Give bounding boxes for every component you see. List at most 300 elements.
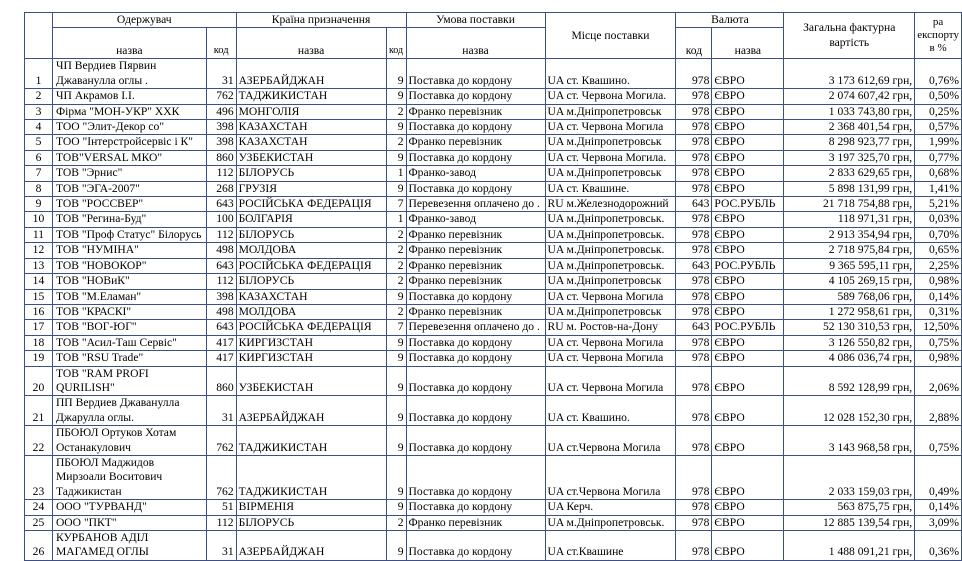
terms-name: Поставка до кордону [406, 455, 545, 499]
receiver-name: ЧП Акрамов І.І. [52, 89, 206, 104]
total-value: 8 592 128,99 грн, [784, 366, 915, 396]
currency-code: 978 [676, 150, 712, 165]
total-value: 2 913 354,94 грн, [784, 227, 915, 242]
receiver-code: 417 [206, 351, 236, 366]
total-value: 2 718 975,84 грн, [784, 243, 915, 258]
country-name: РОСІЙСЬКА ФЕДЕРАЦІЯ [236, 197, 386, 212]
table-row [25, 304, 962, 319]
currency-code: 643 [676, 197, 712, 212]
row-number: 12 [25, 243, 53, 258]
currency-name: ЄВРО [712, 515, 784, 530]
table-row [25, 166, 962, 181]
terms-name: Поставка до кордону [406, 150, 545, 165]
receiver-code: 398 [206, 135, 236, 150]
table-row [25, 531, 962, 561]
total-value: 12 028 152,30 грн, [784, 396, 915, 426]
total-value: 2 074 607,42 грн, [784, 89, 915, 104]
receiver-name: Фірма "МОН-УКР" ХХК [52, 104, 206, 119]
receiver-code: 31 [206, 531, 236, 561]
receiver-name: ПП Вердиев Джаванулла Джарулла оглы. [52, 396, 206, 426]
terms-name: Поставка до кордону [406, 89, 545, 104]
terms-name: Поставка до кордону [406, 289, 545, 304]
row-number: 17 [25, 320, 53, 335]
currency-name: ЄВРО [712, 166, 784, 181]
table-row [25, 212, 962, 227]
receiver-name: ТОВ "РОССВЕР" [52, 197, 206, 212]
terms-name: Поставка до кордону [406, 366, 545, 396]
country-name: КАЗАХСТАН [236, 135, 386, 150]
row-number: 26 [25, 531, 53, 561]
receiver-name: ТОВ "Эрнис" [52, 166, 206, 181]
receiver-name: ТОВ "НОВОКОР" [52, 258, 206, 273]
row-number: 13 [25, 258, 53, 273]
terms-code: 2 [386, 515, 406, 530]
terms-name: Перевезення оплачено до . [406, 320, 545, 335]
currency-name: ЄВРО [712, 366, 784, 396]
terms-name: Поставка до кордону [406, 120, 545, 135]
receiver-name: ПБОЮЛ Маджидов Мирзоали Воситович Таджикистан [52, 455, 206, 499]
terms-name: Франко перевізник [406, 304, 545, 319]
terms-code: 2 [386, 135, 406, 150]
export-share: 0,50% [915, 89, 962, 104]
terms-code: 9 [386, 181, 406, 196]
export-share: 0,98% [915, 274, 962, 289]
terms-name: Поставка до кордону [406, 59, 545, 89]
receiver-name: ТОВ "Проф Статус" Білорусь [52, 227, 206, 242]
export-share: 0,03% [915, 212, 962, 227]
total-value: 2 033 159,03 грн, [784, 455, 915, 499]
receiver-code: 417 [206, 335, 236, 350]
total-value: 52 130 310,53 грн, [784, 320, 915, 335]
receiver-code: 762 [206, 455, 236, 499]
table-row [25, 500, 962, 515]
row-number: 8 [25, 181, 53, 196]
country-name: АЗЕРБАЙДЖАН [236, 531, 386, 561]
receiver-name: ТОВ "RAM PROFI QURILISH" [52, 366, 206, 396]
receiver-name: ТОО "Інтерстройсервіс і К" [52, 135, 206, 150]
export-share: 0,14% [915, 289, 962, 304]
delivery-place: UA м.Дніпропетровськ. [545, 258, 676, 273]
currency-name: РОС.РУБЛЬ [712, 320, 784, 335]
row-number: 11 [25, 227, 53, 242]
currency-code: 978 [676, 227, 712, 242]
currency-code: 978 [676, 366, 712, 396]
currency-code: 978 [676, 531, 712, 561]
currency-code: 978 [676, 104, 712, 119]
currency-name: ЄВРО [712, 351, 784, 366]
currency-code: 978 [676, 59, 712, 89]
total-value: 5 898 131,99 грн, [784, 181, 915, 196]
row-number: 2 [25, 89, 53, 104]
terms-name: Поставка до кордону [406, 181, 545, 196]
currency-name: ЄВРО [712, 59, 784, 89]
currency-code: 978 [676, 455, 712, 499]
terms-name: Франко перевізник [406, 274, 545, 289]
receiver-name: ООО "ПКТ" [52, 515, 206, 530]
header-receiver-name: назва [52, 28, 206, 59]
receiver-name: ТОВ "ЭГА-2007" [52, 181, 206, 196]
total-value: 589 768,06 грн, [784, 289, 915, 304]
terms-code: 2 [386, 227, 406, 242]
total-value: 3 197 325,70 грн, [784, 150, 915, 165]
terms-name: Поставка до кордону [406, 396, 545, 426]
terms-code: 2 [386, 243, 406, 258]
row-number: 10 [25, 212, 53, 227]
terms-code: 9 [386, 150, 406, 165]
country-name: ТАДЖИКИСТАН [236, 455, 386, 499]
country-name: МОНГОЛІЯ [236, 104, 386, 119]
currency-code: 978 [676, 166, 712, 181]
total-value: 2 833 629,65 грн, [784, 166, 915, 181]
currency-code: 978 [676, 120, 712, 135]
table-row [25, 274, 962, 289]
row-number: 21 [25, 396, 53, 426]
country-name: АЗЕРБАЙДЖАН [236, 59, 386, 89]
receiver-code: 860 [206, 150, 236, 165]
terms-code: 9 [386, 455, 406, 499]
receiver-name: ТОВ "RSU Trade" [52, 351, 206, 366]
row-number: 22 [25, 426, 53, 456]
delivery-place: UA ст. Квашино. [545, 59, 676, 89]
currency-name: ЄВРО [712, 500, 784, 515]
currency-code: 978 [676, 304, 712, 319]
table-row [25, 135, 962, 150]
header-receiver: Одержувач [52, 13, 236, 28]
delivery-place: UA ст. Червона Могила [545, 120, 676, 135]
country-name: БІЛОРУСЬ [236, 274, 386, 289]
receiver-code: 268 [206, 181, 236, 196]
delivery-place: UA м.Дніпропетровськ [545, 304, 676, 319]
delivery-place: UA ст. Червона Могила [545, 335, 676, 350]
country-name: КИРГИЗСТАН [236, 335, 386, 350]
currency-code: 978 [676, 181, 712, 196]
receiver-code: 31 [206, 59, 236, 89]
row-number: 24 [25, 500, 53, 515]
terms-code: 9 [386, 351, 406, 366]
delivery-place: RU м. Ростов-на-Дону [545, 320, 676, 335]
header-terms: Умова поставки [406, 13, 545, 28]
terms-name: Поставка до кордону [406, 335, 545, 350]
currency-name: ЄВРО [712, 396, 784, 426]
country-name: КАЗАХСТАН [236, 120, 386, 135]
header-number [25, 13, 53, 59]
terms-code: 9 [386, 120, 406, 135]
export-share: 0,70% [915, 227, 962, 242]
export-share: 0,98% [915, 351, 962, 366]
total-value: 12 885 139,54 грн, [784, 515, 915, 530]
receiver-code: 643 [206, 197, 236, 212]
currency-code: 978 [676, 351, 712, 366]
delivery-place: UA ст.Квашине [545, 531, 676, 561]
terms-name: Франко перевізник [406, 227, 545, 242]
currency-name: ЄВРО [712, 335, 784, 350]
delivery-place: UA ст. Червона Могила. [545, 150, 676, 165]
row-number: 5 [25, 135, 53, 150]
delivery-place: UA м.Дніпропетровськ [545, 135, 676, 150]
row-number: 15 [25, 289, 53, 304]
country-name: УЗБЕКИСТАН [236, 366, 386, 396]
table-row [25, 150, 962, 165]
receiver-code: 112 [206, 515, 236, 530]
export-share: 0,75% [915, 335, 962, 350]
row-number: 9 [25, 197, 53, 212]
export-share: 1,41% [915, 181, 962, 196]
export-table [24, 12, 962, 561]
table-row [25, 104, 962, 119]
delivery-place: UA м.Дніпропетровськ. [545, 515, 676, 530]
delivery-place: UA ст.Червона Могила [545, 426, 676, 456]
header-currency: Валюта [676, 13, 784, 28]
row-number: 4 [25, 120, 53, 135]
receiver-code: 398 [206, 120, 236, 135]
receiver-code: 498 [206, 304, 236, 319]
terms-code: 9 [386, 289, 406, 304]
currency-name: ЄВРО [712, 304, 784, 319]
currency-name: ЄВРО [712, 289, 784, 304]
export-share: 0,68% [915, 166, 962, 181]
receiver-code: 398 [206, 289, 236, 304]
receiver-name: ПБОЮЛ Ортуков Хотам Останакулович [52, 426, 206, 456]
currency-code: 978 [676, 243, 712, 258]
total-value: 3 126 550,82 грн, [784, 335, 915, 350]
terms-name: Франко-завод [406, 166, 545, 181]
delivery-place: UA м.Дніпропетровськ [545, 104, 676, 119]
total-value: 3 143 968,58 грн, [784, 426, 915, 456]
receiver-code: 112 [206, 274, 236, 289]
total-value: 9 365 595,11 грн, [784, 258, 915, 273]
terms-code: 9 [386, 531, 406, 561]
country-name: ВІРМЕНІЯ [236, 500, 386, 515]
export-share: 2,88% [915, 396, 962, 426]
country-name: РОСІЙСЬКА ФЕДЕРАЦІЯ [236, 320, 386, 335]
export-share: 0,14% [915, 500, 962, 515]
table-row [25, 455, 962, 499]
receiver-code: 31 [206, 396, 236, 426]
table-row [25, 396, 962, 426]
terms-code: 2 [386, 274, 406, 289]
currency-name: ЄВРО [712, 150, 784, 165]
delivery-place: UA м.Дніпропетровськ [545, 166, 676, 181]
currency-code: 978 [676, 212, 712, 227]
terms-name: Поставка до кордону [406, 500, 545, 515]
row-number: 18 [25, 335, 53, 350]
receiver-code: 51 [206, 500, 236, 515]
currency-code: 643 [676, 258, 712, 273]
delivery-place: UA ст. Червона Могила [545, 289, 676, 304]
currency-code: 978 [676, 426, 712, 456]
export-share: 5,21% [915, 197, 962, 212]
row-number: 7 [25, 166, 53, 181]
total-value: 563 875,75 грн, [784, 500, 915, 515]
currency-name: ЄВРО [712, 120, 784, 135]
currency-name: ЄВРО [712, 135, 784, 150]
row-number: 6 [25, 150, 53, 165]
total-value: 1 033 743,80 грн, [784, 104, 915, 119]
receiver-name: ТОВ"VERSAL МКО" [52, 150, 206, 165]
header-country: Країна призначення [236, 13, 406, 28]
country-name: АЗЕРБАЙДЖАН [236, 396, 386, 426]
table-row [25, 227, 962, 242]
total-value: 1 272 958,61 грн, [784, 304, 915, 319]
terms-name: Поставка до кордону [406, 426, 545, 456]
terms-code: 7 [386, 197, 406, 212]
table-row [25, 258, 962, 273]
delivery-place: UA ст. Квашино. [545, 396, 676, 426]
delivery-place: UA ст. Квашине. [545, 181, 676, 196]
currency-name: ЄВРО [712, 181, 784, 196]
currency-name: ЄВРО [712, 274, 784, 289]
country-name: УЗБЕКИСТАН [236, 150, 386, 165]
header-terms-code: код [386, 28, 406, 59]
receiver-code: 100 [206, 212, 236, 227]
table-row [25, 335, 962, 350]
currency-code: 643 [676, 320, 712, 335]
currency-name: ЄВРО [712, 531, 784, 561]
terms-code: 9 [386, 396, 406, 426]
receiver-name: ТОО "Элит-Декор со" [52, 120, 206, 135]
export-share: 2,25% [915, 258, 962, 273]
currency-name: ЄВРО [712, 227, 784, 242]
terms-code: 9 [386, 89, 406, 104]
receiver-name: ТОВ "ВОГ-ЮГ" [52, 320, 206, 335]
header-terms-name: назва [406, 28, 545, 59]
currency-name: ЄВРО [712, 455, 784, 499]
delivery-place: UA м.Дніпропетровськ. [545, 243, 676, 258]
row-number: 19 [25, 351, 53, 366]
currency-name: ЄВРО [712, 89, 784, 104]
terms-code: 2 [386, 258, 406, 273]
receiver-name: ТОВ "Регина-Буд" [52, 212, 206, 227]
receiver-code: 643 [206, 320, 236, 335]
country-name: ТАДЖИКИСТАН [236, 426, 386, 456]
total-value: 8 298 923,77 грн, [784, 135, 915, 150]
currency-name: ЄВРО [712, 243, 784, 258]
receiver-code: 762 [206, 426, 236, 456]
export-share: 0,31% [915, 304, 962, 319]
receiver-code: 496 [206, 104, 236, 119]
export-share: 0,77% [915, 150, 962, 165]
receiver-name: ЧП Вердиев Пярвин Джаванулла оглы . [52, 59, 206, 89]
receiver-name: ТОВ "КРАСКІ" [52, 304, 206, 319]
terms-name: Франко перевізник [406, 135, 545, 150]
country-name: БОЛГАРІЯ [236, 212, 386, 227]
export-share: 12,50% [915, 320, 962, 335]
total-value: 118 971,31 грн, [784, 212, 915, 227]
currency-name: РОС.РУБЛЬ [712, 197, 784, 212]
terms-name: Франко перевізник [406, 515, 545, 530]
header-share: ра експорту в % [915, 13, 962, 59]
total-value: 21 718 754,88 грн, [784, 197, 915, 212]
header-currency-code: код [676, 28, 712, 59]
delivery-place: UA Керч. [545, 500, 676, 515]
currency-name: РОС.РУБЛЬ [712, 258, 784, 273]
country-name: ГРУЗІЯ [236, 181, 386, 196]
header-currency-name: назва [712, 28, 784, 59]
terms-code: 7 [386, 320, 406, 335]
terms-name: Перевезення оплачено до . [406, 197, 545, 212]
header-total-value: Загальна фактурна вартість [784, 13, 915, 59]
table-row [25, 351, 962, 366]
terms-name: Поставка до кордону [406, 531, 545, 561]
export-share: 1,99% [915, 135, 962, 150]
header-country-name: назва [236, 28, 386, 59]
delivery-place: UA м.Дніпропетровськ [545, 274, 676, 289]
table-row [25, 243, 962, 258]
delivery-place: UA м.Дніпропетровськ. [545, 212, 676, 227]
currency-code: 978 [676, 515, 712, 530]
currency-code: 978 [676, 335, 712, 350]
delivery-place: UA ст.Червона Могила [545, 455, 676, 499]
header-place: Місце поставки [545, 13, 676, 59]
terms-code: 2 [386, 304, 406, 319]
terms-name: Франко перевізник [406, 104, 545, 119]
terms-code: 9 [386, 426, 406, 456]
table-row [25, 366, 962, 396]
total-value: 2 368 401,54 грн, [784, 120, 915, 135]
total-value: 1 488 091,21 грн, [784, 531, 915, 561]
export-share: 0,76% [915, 59, 962, 89]
total-value: 3 173 612,69 грн, [784, 59, 915, 89]
currency-code: 978 [676, 500, 712, 515]
country-name: БІЛОРУСЬ [236, 166, 386, 181]
country-name: МОЛДОВА [236, 304, 386, 319]
terms-code: 2 [386, 104, 406, 119]
terms-code: 1 [386, 166, 406, 181]
terms-name: Франко перевізник [406, 243, 545, 258]
receiver-code: 643 [206, 258, 236, 273]
export-share: 0,49% [915, 455, 962, 499]
export-share: 3,09% [915, 515, 962, 530]
row-number: 3 [25, 104, 53, 119]
country-name: КАЗАХСТАН [236, 289, 386, 304]
table-row [25, 89, 962, 104]
delivery-place: UA ст. Червона Могила. [545, 89, 676, 104]
receiver-name: КУРБАНОВ АДІЛ МАГАМЕД ОГЛЫ [52, 531, 206, 561]
receiver-name: ТОВ "М.Еламан" [52, 289, 206, 304]
currency-name: ЄВРО [712, 212, 784, 227]
header-receiver-code: код [206, 28, 236, 59]
country-name: РОСІЙСЬКА ФЕДЕРАЦІЯ [236, 258, 386, 273]
total-value: 4 086 036,74 грн, [784, 351, 915, 366]
currency-code: 978 [676, 89, 712, 104]
export-share: 0,36% [915, 531, 962, 561]
table-row [25, 181, 962, 196]
table-row [25, 320, 962, 335]
receiver-code: 112 [206, 166, 236, 181]
receiver-code: 498 [206, 243, 236, 258]
table-row [25, 515, 962, 530]
delivery-place: RU м.Железнодорожний [545, 197, 676, 212]
currency-code: 978 [676, 396, 712, 426]
total-value: 4 105 269,15 грн, [784, 274, 915, 289]
row-number: 25 [25, 515, 53, 530]
terms-name: Поставка до кордону [406, 351, 545, 366]
currency-code: 978 [676, 135, 712, 150]
row-number: 14 [25, 274, 53, 289]
table-row [25, 197, 962, 212]
terms-name: Франко перевізник [406, 258, 545, 273]
delivery-place: UA м.Дніпропетровськ. [545, 227, 676, 242]
receiver-name: ТОВ "НУМІНА" [52, 243, 206, 258]
export-share: 2,06% [915, 366, 962, 396]
export-share: 0,25% [915, 104, 962, 119]
table-row [25, 289, 962, 304]
row-number: 23 [25, 455, 53, 499]
currency-code: 978 [676, 289, 712, 304]
currency-name: ЄВРО [712, 426, 784, 456]
table-body [25, 59, 962, 560]
delivery-place: UA ст. Червона Могила [545, 351, 676, 366]
